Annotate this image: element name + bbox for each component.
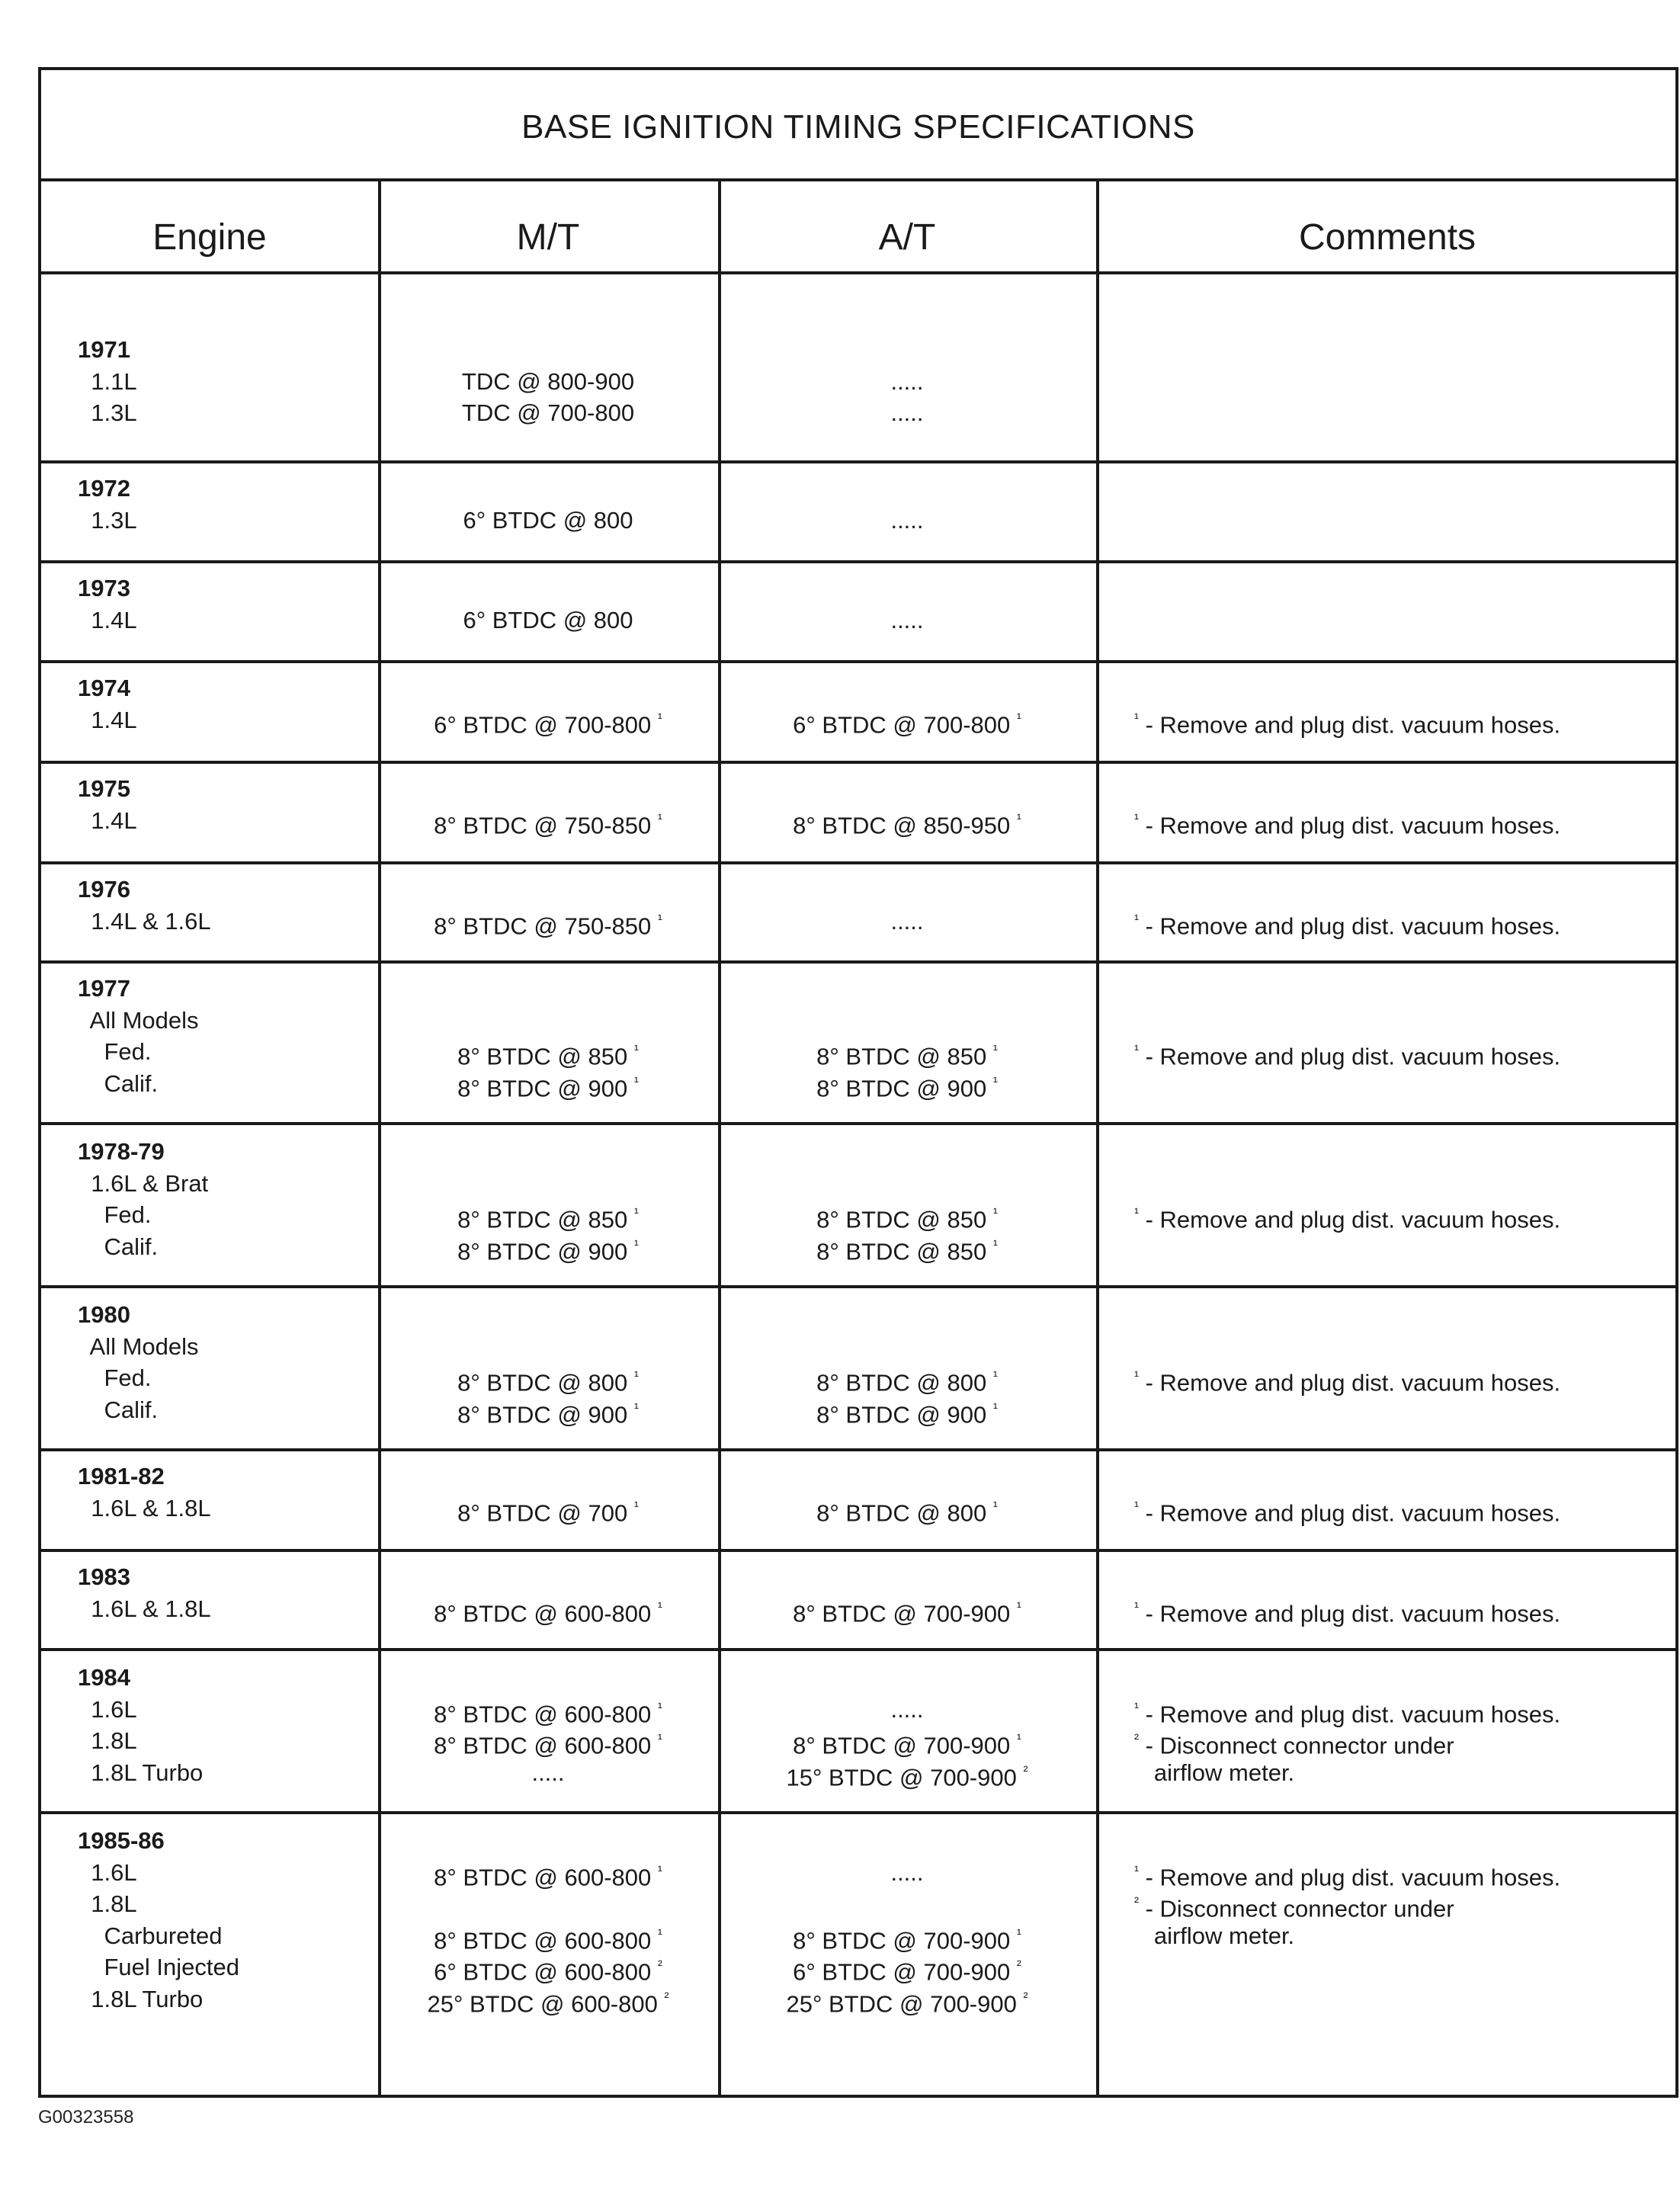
engine-cell-line: 1971	[78, 336, 130, 363]
mt-cell	[378, 334, 718, 429]
comments-cell-line	[1134, 672, 1560, 704]
engine-cell-line: 1975	[78, 775, 130, 802]
at-cell-line: 25° BTDC @ 700-900 $^{^2}$	[786, 1989, 1028, 2017]
engine-cell-line: 1977	[78, 975, 130, 1002]
comments-cell-line	[1134, 874, 1560, 906]
engine-cell	[78, 1461, 211, 1524]
comments-cell-line: $^{^1}$ - Remove and plug dist. vacuum hoses.	[1134, 1862, 1561, 1890]
row-divider	[41, 660, 1675, 663]
mt-cell-line: 6° BTDC @ 600-800 $^{^2}$	[434, 1958, 662, 1986]
mt-cell-line: 8° BTDC @ 700 $^{^1}$	[457, 1498, 639, 1526]
mt-cell-line	[378, 1331, 718, 1363]
at-cell-line: 8° BTDC @ 800 $^{^1}$	[816, 1368, 998, 1396]
engine-cell-line: 1980	[78, 1301, 130, 1328]
at-cell-line	[718, 334, 1096, 366]
comments-cell-line: $^{^1}$ - Remove and plug dist. vacuum hoses.	[1134, 1205, 1561, 1233]
comments-cell	[1134, 1662, 1560, 1788]
at-cell-line	[718, 1168, 1096, 1200]
comments-cell-line: $^{^2}$ - Disconnect connector under	[1134, 1894, 1454, 1922]
mt-cell-line: 6° BTDC @ 700-800 $^{^1}$	[434, 710, 662, 738]
at-cell	[718, 672, 1096, 736]
mt-cell-line	[378, 1662, 718, 1694]
at-cell	[718, 473, 1096, 536]
mt-cell-line	[378, 874, 718, 906]
comments-cell	[1134, 874, 1560, 937]
engine-cell	[78, 672, 137, 736]
at-cell	[718, 1136, 1096, 1265]
at-cell-line: 15° BTDC @ 700-900 $^{^2}$	[786, 1762, 1028, 1791]
row-divider	[41, 1811, 1675, 1814]
mt-cell	[378, 1461, 718, 1524]
mt-cell-line: 8° BTDC @ 850 $^{^1}$	[457, 1205, 639, 1233]
comments-cell	[1134, 1461, 1560, 1524]
table-title: BASE IGNITION TIMING SPECIFICATIONS	[521, 108, 1195, 146]
comments-cell-line	[1134, 1136, 1560, 1168]
at-cell-line: 8° BTDC @ 700-900 $^{^1}$	[793, 1731, 1021, 1759]
at-cell-line	[718, 874, 1096, 906]
at-cell-line	[718, 1005, 1096, 1037]
row-divider	[41, 960, 1675, 964]
mt-cell-line: TDC @ 700-800	[461, 399, 635, 426]
engine-cell	[78, 334, 137, 429]
mt-cell-line: 8° BTDC @ 600-800 $^{^1}$	[434, 1731, 662, 1759]
mt-cell	[378, 473, 718, 536]
mt-cell	[378, 1299, 718, 1428]
mt-cell	[378, 1825, 718, 2015]
timing-spec-table	[38, 67, 1678, 2098]
mt-cell-line: 8° BTDC @ 600-800 $^{^1}$	[434, 1862, 662, 1890]
at-cell-line: 8° BTDC @ 700-900 $^{^1}$	[793, 1925, 1021, 1954]
at-cell-line	[718, 973, 1096, 1005]
row-divider	[41, 861, 1675, 864]
at-cell-line	[718, 1888, 1096, 1920]
at-cell-line: .....	[890, 506, 924, 534]
column-header-at: A/T	[878, 217, 936, 258]
comments-cell-line: $^{^1}$ - Remove and plug dist. vacuum hoses.	[1134, 1498, 1561, 1526]
title-divider	[41, 178, 1675, 181]
mt-cell	[378, 1662, 718, 1788]
engine-cell	[78, 1299, 199, 1425]
engine-cell-line: Calif.	[78, 1233, 159, 1260]
mt-cell-line: 25° BTDC @ 600-800 $^{^2}$	[427, 1989, 669, 2017]
engine-cell-line: 1.4L	[78, 806, 137, 834]
comments-cell-line: $^{^1}$ - Remove and plug dist. vacuum hoses.	[1134, 911, 1561, 939]
comments-cell	[1134, 1561, 1561, 1627]
mt-cell-line	[378, 1561, 718, 1593]
comments-cell-line: airflow meter.	[1134, 1759, 1295, 1786]
comments-cell	[1134, 672, 1560, 736]
at-cell	[718, 1561, 1096, 1627]
at-cell	[718, 1825, 1096, 2015]
mt-cell	[378, 773, 718, 836]
at-cell-line	[718, 1825, 1096, 1857]
mt-cell	[378, 1136, 718, 1265]
at-cell-line: 8° BTDC @ 700-900 $^{^1}$	[793, 1598, 1021, 1627]
at-cell	[718, 1299, 1096, 1428]
engine-cell	[78, 572, 137, 636]
mt-cell-line	[378, 1888, 718, 1920]
engine-cell-line: 1985-86	[78, 1827, 165, 1854]
at-cell-line: 8° BTDC @ 900 $^{^1}$	[816, 1400, 998, 1428]
comments-cell-line: airflow meter.	[1134, 1922, 1295, 1949]
engine-cell	[78, 874, 211, 937]
engine-cell-line: 1.8L Turbo	[78, 1759, 204, 1786]
mt-cell-line: 8° BTDC @ 850 $^{^1}$	[457, 1042, 639, 1070]
at-cell-line: .....	[890, 399, 924, 426]
comments-cell-line	[1134, 1331, 1560, 1363]
at-cell-line	[718, 773, 1096, 805]
mt-cell-line	[378, 672, 718, 704]
mt-cell-line: 8° BTDC @ 750-850 $^{^1}$	[434, 810, 662, 838]
mt-cell-line: 8° BTDC @ 900 $^{^1}$	[457, 1400, 639, 1428]
mt-cell-line: 8° BTDC @ 600-800 $^{^1}$	[434, 1925, 662, 1954]
column-header-comments: Comments	[1298, 217, 1476, 258]
mt-cell-line: 8° BTDC @ 800 $^{^1}$	[457, 1368, 639, 1396]
row-divider	[41, 560, 1675, 563]
column-header-engine: Engine	[152, 217, 267, 258]
at-cell-line: .....	[890, 367, 924, 395]
column-divider-3	[1096, 178, 1099, 2095]
engine-cell-line: All Models	[78, 1332, 199, 1360]
mt-cell-line	[378, 572, 718, 604]
engine-cell-line: 1.6L & 1.8L	[78, 1494, 211, 1521]
row-divider	[41, 761, 1675, 764]
comments-cell-line: $^{^1}$ - Remove and plug dist. vacuum hoses.	[1134, 810, 1561, 838]
mt-cell	[378, 1561, 718, 1627]
comments-cell	[1134, 1299, 1560, 1394]
engine-cell-line: 1.6L & 1.8L	[78, 1595, 211, 1622]
engine-cell-line: Fuel Injected	[78, 1954, 239, 1980]
engine-cell-line: 1.6L	[78, 1858, 137, 1886]
mt-cell-line	[378, 1005, 718, 1037]
comments-cell	[1134, 1136, 1560, 1231]
mt-cell-line: .....	[531, 1759, 565, 1786]
comments-cell	[1134, 973, 1560, 1068]
at-cell-line	[718, 1331, 1096, 1363]
engine-cell-line: 1.8L Turbo	[78, 1985, 204, 2012]
comments-cell-line: $^{^1}$ - Remove and plug dist. vacuum hoses.	[1134, 1368, 1561, 1396]
engine-cell-line: 1972	[78, 475, 130, 502]
engine-cell-line: Fed.	[78, 1364, 152, 1391]
comments-cell-line: $^{^1}$ - Remove and plug dist. vacuum hoses.	[1134, 1699, 1561, 1727]
at-cell-line: 8° BTDC @ 800 $^{^1}$	[816, 1498, 998, 1526]
mt-cell-line: 8° BTDC @ 750-850 $^{^1}$	[434, 911, 662, 939]
mt-cell-line	[378, 1136, 718, 1168]
comments-cell	[1134, 773, 1560, 836]
at-cell	[718, 572, 1096, 636]
engine-cell-line: 1.3L	[78, 506, 137, 534]
at-cell-line	[718, 672, 1096, 704]
mt-cell	[378, 874, 718, 937]
row-divider	[41, 1122, 1675, 1125]
mt-cell-line	[378, 334, 718, 366]
mt-cell-line	[378, 1825, 718, 1857]
engine-cell-line: 1.4L	[78, 706, 137, 733]
header-divider	[41, 271, 1675, 274]
engine-cell-line: 1.3L	[78, 399, 137, 426]
mt-cell-line	[378, 773, 718, 805]
row-divider	[41, 1448, 1675, 1451]
comments-cell-line	[1134, 973, 1560, 1005]
engine-cell-line: Fed.	[78, 1038, 152, 1065]
engine-cell	[78, 973, 199, 1099]
at-cell-line: 6° BTDC @ 700-800 $^{^1}$	[793, 710, 1021, 738]
mt-cell-line: 8° BTDC @ 900 $^{^1}$	[457, 1073, 639, 1101]
engine-cell	[78, 473, 137, 536]
comments-cell-line	[1134, 1561, 1560, 1593]
at-cell-line	[718, 1662, 1096, 1694]
mt-cell-line	[378, 973, 718, 1005]
at-cell-line: 8° BTDC @ 850 $^{^1}$	[816, 1042, 998, 1070]
engine-cell-line: Fed.	[78, 1201, 152, 1228]
mt-cell-line: 8° BTDC @ 600-800 $^{^1}$	[434, 1598, 662, 1627]
at-cell-line: .....	[890, 606, 924, 633]
mt-cell-line: 6° BTDC @ 800	[463, 506, 633, 534]
engine-cell-line: Calif.	[78, 1069, 159, 1097]
row-divider	[41, 1549, 1675, 1552]
mt-cell-line: TDC @ 800-900	[461, 367, 635, 395]
at-cell-line: 6° BTDC @ 700-900 $^{^2}$	[793, 1958, 1021, 1986]
at-cell-line: 8° BTDC @ 850 $^{^1}$	[816, 1205, 998, 1233]
engine-cell-line: 1.1L	[78, 367, 137, 395]
at-cell-line	[718, 473, 1096, 505]
engine-cell	[78, 1136, 208, 1262]
figure-id: G00323558	[38, 2107, 134, 2127]
at-cell-line: .....	[890, 1695, 924, 1723]
comments-cell-line: $^{^1}$ - Remove and plug dist. vacuum hoses.	[1134, 710, 1561, 738]
comments-cell-line	[1134, 773, 1560, 805]
at-cell	[718, 973, 1096, 1099]
mt-cell	[378, 973, 718, 1099]
mt-cell-line	[378, 1168, 718, 1200]
mt-cell-line	[378, 1299, 718, 1331]
at-cell-line	[718, 1136, 1096, 1168]
at-cell-line	[718, 572, 1096, 604]
mt-cell-line	[378, 473, 718, 505]
engine-cell-line: 1.4L & 1.6L	[78, 907, 211, 935]
at-cell-line: 8° BTDC @ 850-950 $^{^1}$	[793, 810, 1021, 838]
engine-cell-line: 1984	[78, 1664, 130, 1691]
column-header-mt: M/T	[516, 217, 580, 258]
mt-cell-line: 6° BTDC @ 800	[463, 606, 633, 633]
mt-cell	[378, 672, 718, 736]
comments-cell-line	[1134, 1825, 1560, 1857]
engine-cell-line: 1978-79	[78, 1138, 165, 1165]
engine-cell-line: Calif.	[78, 1396, 159, 1423]
at-cell-line: .....	[890, 1858, 924, 1886]
comments-cell-line	[1134, 1662, 1560, 1694]
engine-cell-line: 1981-82	[78, 1463, 165, 1489]
at-cell	[718, 1461, 1096, 1524]
engine-cell-line: 1.6L	[78, 1695, 137, 1723]
engine-cell	[78, 1662, 203, 1788]
comments-cell-line: $^{^1}$ - Remove and plug dist. vacuum hoses.	[1134, 1042, 1561, 1070]
comments-cell-line	[1134, 1168, 1560, 1200]
at-cell	[718, 1662, 1096, 1791]
engine-cell-line: Carbureted	[78, 1922, 223, 1949]
at-cell-line	[718, 1561, 1096, 1593]
engine-cell-line: 1.8L	[78, 1890, 137, 1917]
engine-cell-line: 1.4L	[78, 606, 137, 633]
mt-cell-line: 8° BTDC @ 900 $^{^1}$	[457, 1236, 639, 1265]
engine-cell-line: 1974	[78, 675, 130, 701]
engine-cell-line: 1.6L & Brat	[78, 1169, 209, 1197]
engine-cell-line: 1.8L	[78, 1727, 137, 1754]
at-cell-line: 8° BTDC @ 900 $^{^1}$	[816, 1073, 998, 1101]
engine-cell-line: 1973	[78, 575, 130, 601]
engine-cell	[78, 1825, 239, 2015]
comments-cell-line	[1134, 1005, 1560, 1037]
comments-cell-line: $^{^1}$ - Remove and plug dist. vacuum hoses.	[1134, 1598, 1561, 1627]
at-cell-line: 8° BTDC @ 850 $^{^1}$	[816, 1236, 998, 1265]
at-cell	[718, 334, 1096, 429]
engine-cell-line: 1976	[78, 876, 130, 903]
engine-cell-line: 1983	[78, 1563, 130, 1590]
row-divider	[41, 1285, 1675, 1288]
at-cell-line: .....	[890, 907, 924, 935]
at-cell	[718, 874, 1096, 937]
comments-cell-line	[1134, 1299, 1560, 1331]
engine-cell	[78, 773, 137, 836]
row-divider	[41, 1648, 1675, 1651]
mt-cell-line	[378, 1461, 718, 1493]
at-cell	[718, 773, 1096, 836]
at-cell-line	[718, 1461, 1096, 1493]
comments-cell	[1134, 1825, 1560, 1951]
at-cell-line	[718, 1299, 1096, 1331]
mt-cell-line: 8° BTDC @ 600-800 $^{^1}$	[434, 1699, 662, 1727]
engine-cell-line: All Models	[78, 1006, 199, 1034]
comments-cell-line	[1134, 1461, 1560, 1493]
row-divider	[41, 460, 1675, 463]
mt-cell	[378, 572, 718, 636]
engine-cell	[78, 1561, 211, 1624]
comments-cell-line: $^{^2}$ - Disconnect connector under	[1134, 1731, 1454, 1759]
